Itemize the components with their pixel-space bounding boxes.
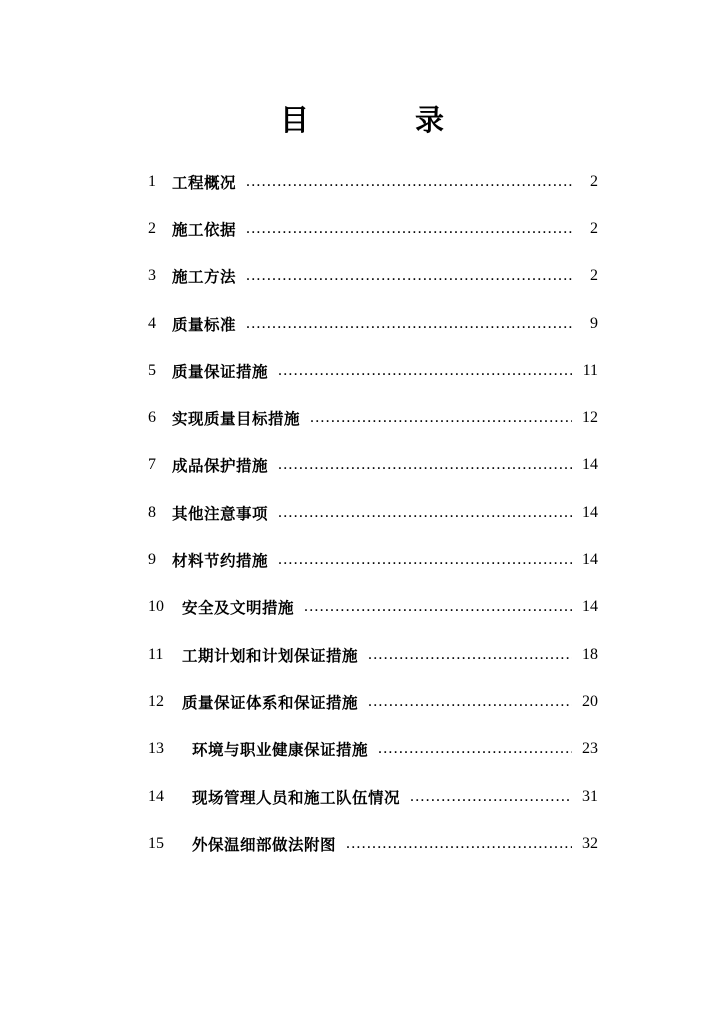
- toc-dot-leader: [368, 692, 572, 712]
- toc-entry-page: 14: [582, 598, 598, 616]
- toc-dot-leader: [304, 597, 572, 617]
- toc-dot-leader: [246, 314, 572, 334]
- toc-entry-page: 18: [582, 645, 598, 663]
- toc-entry-title: 环境与职业健康保证措施: [192, 741, 369, 760]
- toc-dot-leader: [410, 787, 572, 807]
- toc-dot-leader: [310, 408, 572, 428]
- toc-entry-page: 14: [582, 551, 598, 569]
- toc-entry-number: 8: [148, 503, 156, 521]
- toc-entry-page: 14: [582, 456, 598, 474]
- toc-entry-number: 10: [148, 598, 164, 616]
- toc-entry-title: 施工方法: [172, 268, 237, 287]
- toc-entry[interactable]: [148, 253, 598, 300]
- toc-entry-title: 外保温细部做法附图: [192, 835, 337, 854]
- toc-entry-title: 质量保证措施: [172, 362, 269, 381]
- toc-entry-title: 质量标准: [172, 315, 237, 334]
- toc-entry-number: 2: [148, 219, 156, 237]
- toc-entry[interactable]: [148, 536, 598, 583]
- toc-dot-leader: [278, 455, 572, 475]
- toc-dot-leader: [278, 503, 572, 523]
- toc-dot-leader: [246, 266, 572, 286]
- toc-entry[interactable]: [148, 489, 598, 536]
- toc-entry-title: 现场管理人员和施工队伍情况: [192, 788, 401, 807]
- toc-entry-page: 2: [590, 267, 598, 285]
- toc-entry[interactable]: [148, 205, 598, 252]
- toc-list: [148, 158, 598, 867]
- toc-entry-number: 12: [148, 692, 164, 710]
- toc-entry[interactable]: [148, 820, 598, 867]
- toc-dot-leader: [246, 172, 572, 192]
- toc-entry-page: 11: [582, 361, 598, 379]
- toc-entry[interactable]: [148, 347, 598, 394]
- toc-entry[interactable]: [148, 773, 598, 820]
- toc-entry-number: 11: [148, 645, 164, 663]
- toc-entry-page: 2: [590, 172, 598, 190]
- toc-dot-leader: [378, 739, 572, 759]
- toc-entry-page: 2: [590, 219, 598, 237]
- toc-entry[interactable]: [148, 726, 598, 773]
- toc-entry-number: 4: [148, 314, 156, 332]
- toc-entry[interactable]: [148, 584, 598, 631]
- toc-entry-title: 安全及文明措施: [182, 599, 295, 618]
- toc-entry-title: 成品保护措施: [172, 457, 269, 476]
- toc-entry-page: 20: [582, 692, 598, 710]
- toc-entry[interactable]: [148, 442, 598, 489]
- toc-entry-number: 15: [148, 834, 164, 852]
- toc-entry[interactable]: [148, 631, 598, 678]
- toc-dot-leader: [246, 219, 572, 239]
- toc-entry-title: 其他注意事项: [172, 504, 269, 523]
- toc-entry[interactable]: [148, 394, 598, 441]
- toc-entry-number: 1: [148, 172, 156, 190]
- toc-entry-page: 23: [582, 740, 598, 758]
- toc-entry-title: 材料节约措施: [172, 552, 269, 571]
- toc-entry-number: 13: [148, 740, 164, 758]
- toc-dot-leader: [368, 645, 572, 665]
- toc-entry[interactable]: [148, 158, 598, 205]
- toc-dot-leader: [278, 550, 572, 570]
- toc-entry[interactable]: [148, 300, 598, 347]
- toc-title: 目 录: [279, 103, 493, 137]
- toc-entry-number: 6: [148, 409, 156, 427]
- toc-entry-page: 14: [582, 503, 598, 521]
- toc-dot-leader: [346, 834, 572, 854]
- toc-entry[interactable]: [148, 678, 598, 725]
- toc-entry-title: 施工依据: [172, 220, 237, 239]
- toc-entry-title: 工期计划和计划保证措施: [182, 646, 359, 665]
- toc-entry-page: 31: [582, 787, 598, 805]
- toc-dot-leader: [278, 361, 572, 381]
- toc-entry-title: 质量保证体系和保证措施: [182, 693, 359, 712]
- toc-entry-page: 12: [582, 409, 598, 427]
- toc-entry-number: 9: [148, 551, 156, 569]
- toc-entry-number: 3: [148, 267, 156, 285]
- toc-entry-page: 9: [590, 314, 598, 332]
- toc-entry-number: 7: [148, 456, 156, 474]
- toc-entry-number: 5: [148, 361, 156, 379]
- toc-entry-title: 实现质量目标措施: [172, 410, 301, 429]
- toc-entry-page: 32: [582, 834, 598, 852]
- toc-entry-number: 14: [148, 787, 164, 805]
- toc-entry-title: 工程概况: [172, 173, 237, 192]
